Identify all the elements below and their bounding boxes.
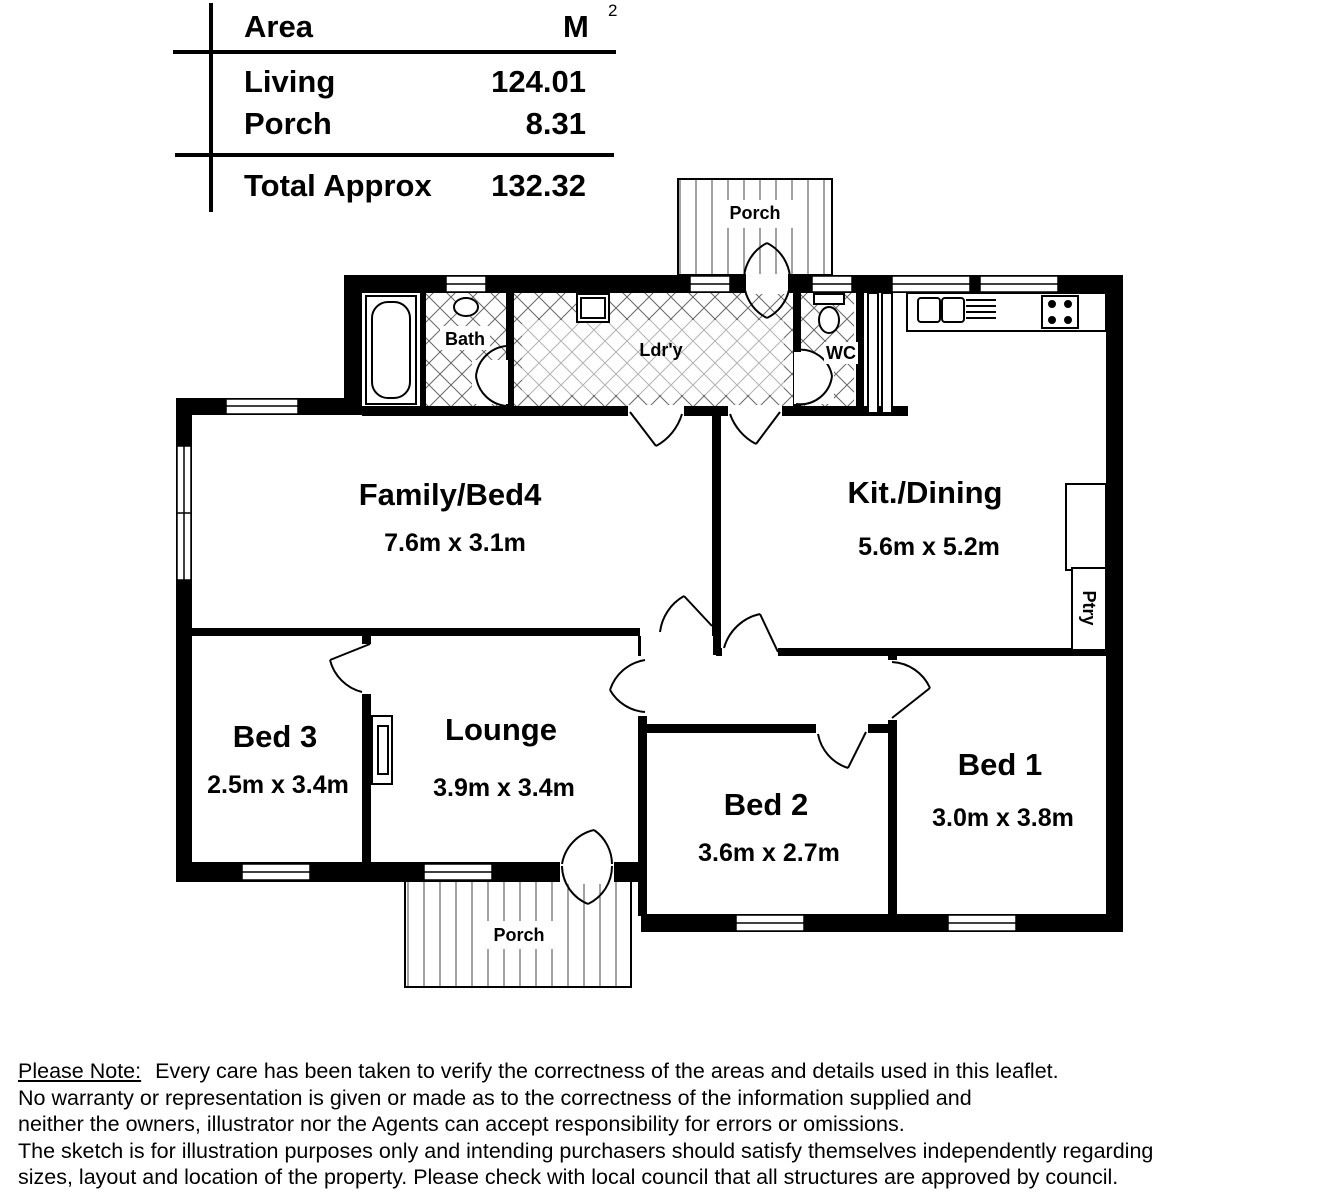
area-header-unit: M bbox=[563, 9, 589, 44]
disclaimer-note bbox=[18, 1058, 1328, 1191]
disclaimer-line: The sketch is for illustration purposes only and intending purchasers should satisfy themselves independently regarding bbox=[18, 1138, 1154, 1163]
area-total-label: Total Approx bbox=[244, 168, 432, 203]
porch-bottom bbox=[405, 879, 631, 987]
area-row-label: Living bbox=[244, 64, 336, 99]
bed1-dims: 3.0m x 3.8m bbox=[932, 804, 1074, 832]
porch-top bbox=[678, 179, 832, 275]
wc-label: WC bbox=[826, 343, 856, 363]
area-row-label: Porch bbox=[244, 106, 332, 141]
lounge-dims: 3.9m x 3.4m bbox=[433, 774, 575, 802]
lounge-label: Lounge bbox=[445, 712, 557, 747]
porch-top-label: Porch bbox=[729, 203, 781, 223]
area-row-value: 124.01 bbox=[491, 64, 586, 99]
kitchen-dining-dims: 5.6m x 5.2m bbox=[858, 533, 1000, 561]
area-row-value: 8.31 bbox=[525, 106, 586, 141]
bed2-label: Bed 2 bbox=[723, 787, 809, 822]
porch-bottom-label: Porch bbox=[493, 925, 545, 945]
disclaimer-line: No warranty or representation is given or made as to the correctness of the information supplied and bbox=[18, 1085, 972, 1110]
family-bed4-dims: 7.6m x 3.1m bbox=[384, 529, 526, 557]
area-total-value: 132.32 bbox=[491, 168, 586, 203]
disclaimer-label: Please Note: bbox=[18, 1059, 142, 1083]
kitchen-dining-label: Kit./Dining bbox=[847, 475, 1003, 510]
disclaimer-text: Every care has been taken to verify the correctness of the areas and details used in this leaflet. bbox=[155, 1059, 1059, 1083]
disclaimer-line bbox=[18, 1058, 1328, 1085]
bed3-label: Bed 3 bbox=[232, 719, 318, 754]
bed1-label: Bed 1 bbox=[957, 747, 1043, 782]
bath-label: Bath bbox=[445, 329, 485, 349]
laundry-label: Ldr'y bbox=[639, 340, 683, 360]
bed2-dims: 3.6m x 2.7m bbox=[698, 839, 840, 867]
family-bed4-label: Family/Bed4 bbox=[358, 477, 542, 512]
disclaimer-line: sizes, layout and location of the property. Please check with local council that all structures are approved by council. bbox=[18, 1165, 1119, 1189]
bed3-dims: 2.5m x 3.4m bbox=[207, 771, 349, 799]
area-header-unit-superscript: 2 bbox=[608, 1, 618, 20]
pantry-label: Ptry bbox=[1079, 590, 1099, 626]
area-table bbox=[173, 1, 617, 212]
area-header-label: Area bbox=[244, 9, 313, 44]
disclaimer-line: neither the owners, illustrator nor the Agents can accept responsibility for errors or omissions. bbox=[18, 1112, 905, 1136]
